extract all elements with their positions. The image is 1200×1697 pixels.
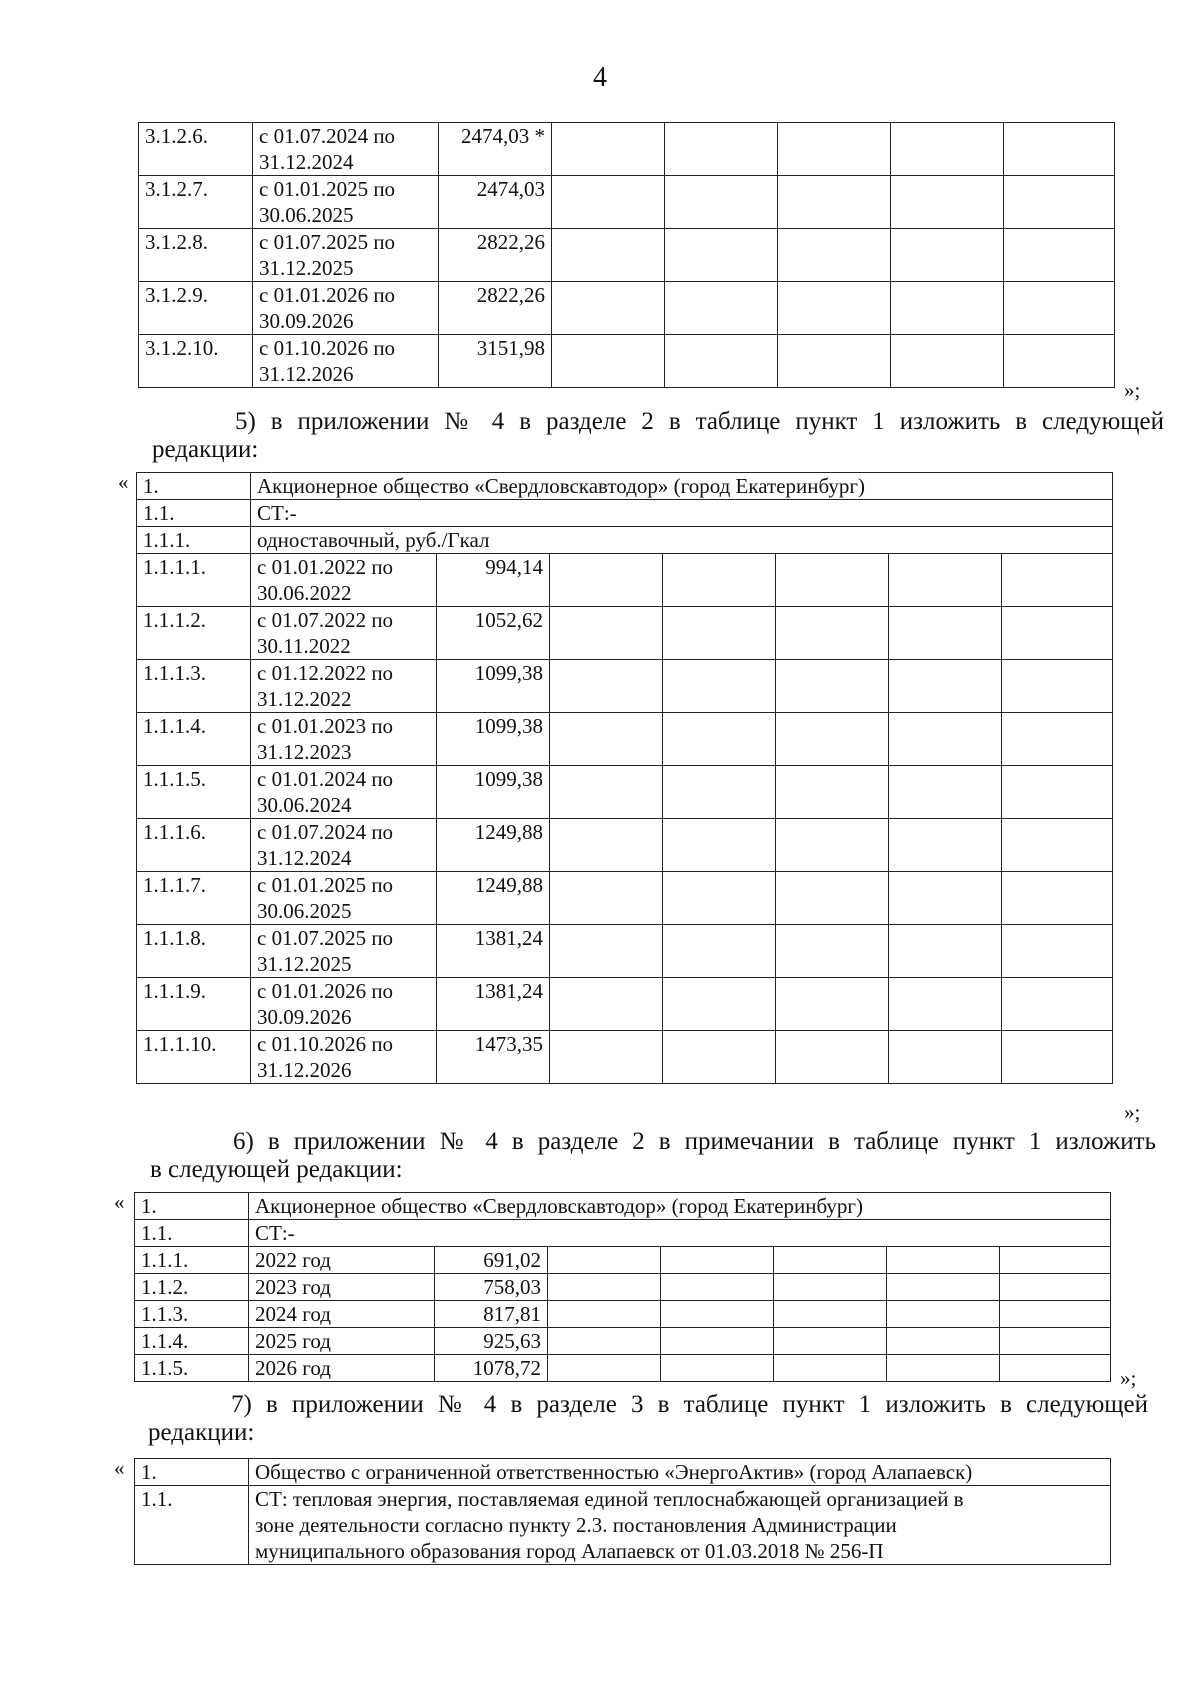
empty-cell xyxy=(776,1031,889,1084)
empty-cell xyxy=(550,766,663,819)
row-number: 1.1.1.10. xyxy=(137,1031,251,1084)
empty-cell xyxy=(1002,607,1113,660)
period-start: с 01.01.2026 по xyxy=(257,979,394,1003)
empty-cell xyxy=(774,1328,887,1355)
empty-cell xyxy=(552,176,665,229)
empty-cell xyxy=(552,335,665,388)
tariff-table-2-item-1 xyxy=(136,472,1113,1084)
table4-sub1-text xyxy=(249,1486,1111,1565)
row-period xyxy=(251,872,437,925)
empty-cell xyxy=(778,282,891,335)
row-period xyxy=(253,123,439,176)
paragraph-6-line1: 6) в приложении № 4 в разделе 2 в примечании в таблице пункт 1 изложить xyxy=(233,1128,1156,1155)
row-number: 1.1.5. xyxy=(135,1355,249,1382)
empty-cell xyxy=(663,713,776,766)
period-end: 30.06.2025 xyxy=(257,899,352,923)
empty-cell xyxy=(663,819,776,872)
period-start: с 01.01.2025 по xyxy=(259,177,396,201)
table2-header-row xyxy=(137,473,1113,500)
paragraph-6-line2: в следующей редакции: xyxy=(150,1156,403,1183)
empty-cell xyxy=(1004,176,1115,229)
empty-cell xyxy=(1004,229,1115,282)
empty-cell xyxy=(889,819,1002,872)
period-start: с 01.10.2026 по xyxy=(259,336,396,360)
empty-cell xyxy=(1000,1355,1111,1382)
empty-cell xyxy=(1004,123,1115,176)
row-value: 1099,38 xyxy=(437,766,550,819)
table3-header-text: Акционерное общество «Свердловскавтодор» (город Екатеринбург) xyxy=(249,1193,1111,1220)
empty-cell xyxy=(778,176,891,229)
table-row xyxy=(137,819,1113,872)
empty-cell xyxy=(889,554,1002,607)
empty-cell xyxy=(663,766,776,819)
period-start: с 01.01.2025 по xyxy=(257,873,394,897)
row-number: 1.1.1.9. xyxy=(137,978,251,1031)
empty-cell xyxy=(665,282,778,335)
table3-sub1-text: СТ:- xyxy=(249,1220,1111,1247)
period-start: с 01.12.2022 по xyxy=(257,661,394,685)
empty-cell xyxy=(1000,1301,1111,1328)
table-row xyxy=(135,1328,1111,1355)
row-period xyxy=(253,176,439,229)
empty-cell xyxy=(548,1301,661,1328)
empty-cell xyxy=(776,925,889,978)
empty-cell xyxy=(776,607,889,660)
empty-cell xyxy=(1002,872,1113,925)
row-value: 1099,38 xyxy=(437,713,550,766)
empty-cell xyxy=(776,554,889,607)
empty-cell xyxy=(661,1328,774,1355)
empty-cell xyxy=(1002,978,1113,1031)
row-number: 1.1.1.5. xyxy=(137,766,251,819)
period-start: с 01.07.2024 по xyxy=(257,820,394,844)
empty-cell xyxy=(552,282,665,335)
row-number: 1.1.1.6. xyxy=(137,819,251,872)
row-period xyxy=(251,766,437,819)
empty-cell xyxy=(1002,925,1113,978)
period-end: 31.12.2026 xyxy=(259,362,354,386)
table3-close-mark: »; xyxy=(1120,1366,1137,1390)
row-number: 3.1.2.9. xyxy=(139,282,253,335)
row-value: 1099,38 xyxy=(437,660,550,713)
empty-cell xyxy=(663,1031,776,1084)
table2-header-text: Акционерное общество «Свердловскавтодор» (город Екатеринбург) xyxy=(251,473,1113,500)
empty-cell xyxy=(661,1301,774,1328)
row-number: 1.1.1. xyxy=(135,1247,249,1274)
empty-cell xyxy=(891,229,1004,282)
empty-cell xyxy=(550,925,663,978)
empty-cell xyxy=(774,1247,887,1274)
empty-cell xyxy=(776,978,889,1031)
row-value: 1473,35 xyxy=(437,1031,550,1084)
row-year: 2024 год xyxy=(249,1301,435,1328)
row-number: 3.1.2.10. xyxy=(139,335,253,388)
empty-cell xyxy=(1004,335,1115,388)
tariff-table-3-item-1 xyxy=(134,1458,1111,1565)
row-period xyxy=(251,1031,437,1084)
row-number: 3.1.2.7. xyxy=(139,176,253,229)
paragraph-5-line2: редакции: xyxy=(152,436,259,463)
period-end: 31.12.2026 xyxy=(257,1058,352,1082)
table2-sub2-text: одноставочный, руб./Гкал xyxy=(251,527,1113,554)
empty-cell xyxy=(774,1355,887,1382)
table4-sub1-line2: зоне деятельности согласно пункту 2.3. постановления Администрации xyxy=(255,1513,897,1537)
empty-cell xyxy=(550,713,663,766)
empty-cell xyxy=(552,229,665,282)
empty-cell xyxy=(661,1355,774,1382)
row-value: 994,14 xyxy=(437,554,550,607)
empty-cell xyxy=(663,660,776,713)
period-end: 31.12.2024 xyxy=(257,846,352,870)
empty-cell xyxy=(1002,554,1113,607)
empty-cell xyxy=(548,1328,661,1355)
row-value: 2474,03 * xyxy=(439,123,552,176)
paragraph-5-line1: 5) в приложении № 4 в разделе 2 в таблице пункт 1 изложить в следующей xyxy=(235,408,1164,435)
table2-close-mark: »; xyxy=(1124,1100,1141,1124)
empty-cell xyxy=(550,554,663,607)
empty-cell xyxy=(776,766,889,819)
empty-cell xyxy=(661,1247,774,1274)
empty-cell xyxy=(1004,282,1115,335)
row-value: 925,63 xyxy=(435,1328,548,1355)
page-number: 4 xyxy=(593,62,607,93)
period-end: 30.09.2026 xyxy=(257,1005,352,1029)
table-row xyxy=(139,176,1115,229)
row-period xyxy=(251,713,437,766)
empty-cell xyxy=(889,607,1002,660)
tariff-table-3-1-2 xyxy=(138,122,1115,388)
row-value: 758,03 xyxy=(435,1274,548,1301)
period-start: с 01.01.2026 по xyxy=(259,283,396,307)
empty-cell xyxy=(889,925,1002,978)
empty-cell xyxy=(665,335,778,388)
row-value: 1078,72 xyxy=(435,1355,548,1382)
table-row xyxy=(139,282,1115,335)
row-period xyxy=(251,607,437,660)
period-end: 31.12.2023 xyxy=(257,740,352,764)
empty-cell xyxy=(891,123,1004,176)
empty-cell xyxy=(889,1031,1002,1084)
period-start: с 01.01.2023 по xyxy=(257,714,394,738)
table4-header-row xyxy=(135,1459,1111,1486)
row-value: 1381,24 xyxy=(437,978,550,1031)
empty-cell xyxy=(774,1301,887,1328)
period-end: 31.12.2022 xyxy=(257,687,352,711)
paragraph-6 xyxy=(150,1125,1156,1183)
period-start: с 01.07.2024 по xyxy=(259,124,396,148)
paragraph-7 xyxy=(148,1388,1148,1446)
table-row xyxy=(139,229,1115,282)
table4-sub1-line3: муниципального образования город Алапаевск от 01.03.2018 № 256-П xyxy=(255,1539,884,1563)
period-end: 31.12.2025 xyxy=(259,256,354,280)
row-year: 2026 год xyxy=(249,1355,435,1382)
empty-cell xyxy=(1002,766,1113,819)
empty-cell xyxy=(776,819,889,872)
row-number: 1.1.2. xyxy=(135,1274,249,1301)
table4-header-num: 1. xyxy=(135,1459,249,1486)
row-value: 817,81 xyxy=(435,1301,548,1328)
row-number: 3.1.2.6. xyxy=(139,123,253,176)
empty-cell xyxy=(665,176,778,229)
row-number: 1.1.1.7. xyxy=(137,872,251,925)
row-value: 1249,88 xyxy=(437,819,550,872)
table-row xyxy=(137,872,1113,925)
empty-cell xyxy=(663,554,776,607)
row-value: 1052,62 xyxy=(437,607,550,660)
row-year: 2022 год xyxy=(249,1247,435,1274)
period-end: 30.06.2022 xyxy=(257,581,352,605)
period-end: 31.12.2024 xyxy=(259,150,354,174)
table-row xyxy=(137,766,1113,819)
table-row xyxy=(137,554,1113,607)
row-period xyxy=(251,554,437,607)
empty-cell xyxy=(891,176,1004,229)
table3-header-num: 1. xyxy=(135,1193,249,1220)
table2-sub1-row xyxy=(137,500,1113,527)
row-year: 2023 год xyxy=(249,1274,435,1301)
period-end: 30.09.2026 xyxy=(259,309,354,333)
table2-open-mark: « xyxy=(118,470,129,494)
empty-cell xyxy=(550,1031,663,1084)
row-value: 2474,03 xyxy=(439,176,552,229)
empty-cell xyxy=(889,713,1002,766)
table-row xyxy=(137,713,1113,766)
row-value: 2822,26 xyxy=(439,282,552,335)
row-value: 1249,88 xyxy=(437,872,550,925)
table2-sub2-row xyxy=(137,527,1113,554)
row-period xyxy=(251,819,437,872)
empty-cell xyxy=(665,229,778,282)
table-row xyxy=(137,607,1113,660)
empty-cell xyxy=(663,978,776,1031)
table-row xyxy=(135,1301,1111,1328)
row-number: 1.1.1.8. xyxy=(137,925,251,978)
table1-close-mark: »; xyxy=(1124,378,1141,402)
empty-cell xyxy=(887,1301,1000,1328)
row-number: 1.1.1.4. xyxy=(137,713,251,766)
empty-cell xyxy=(778,123,891,176)
empty-cell xyxy=(661,1274,774,1301)
note-table-2-item-1 xyxy=(134,1192,1111,1382)
empty-cell xyxy=(889,766,1002,819)
period-start: с 01.07.2022 по xyxy=(257,608,394,632)
period-end: 30.11.2022 xyxy=(257,634,351,658)
table-row xyxy=(137,1031,1113,1084)
empty-cell xyxy=(776,872,889,925)
table3-header-row xyxy=(135,1193,1111,1220)
period-end: 31.12.2025 xyxy=(257,952,352,976)
period-end: 30.06.2024 xyxy=(257,793,352,817)
table2-header-num: 1. xyxy=(137,473,251,500)
table-row xyxy=(137,925,1113,978)
empty-cell xyxy=(889,872,1002,925)
row-value: 2822,26 xyxy=(439,229,552,282)
row-period xyxy=(251,660,437,713)
paragraph-7-line1: 7) в приложении № 4 в разделе 3 в таблице пункт 1 изложить в следующей xyxy=(231,1391,1148,1418)
row-value: 3151,98 xyxy=(439,335,552,388)
empty-cell xyxy=(1002,1031,1113,1084)
period-end: 30.06.2025 xyxy=(259,203,354,227)
table3-open-mark: « xyxy=(114,1190,125,1214)
row-value: 1381,24 xyxy=(437,925,550,978)
row-period xyxy=(251,925,437,978)
empty-cell xyxy=(552,123,665,176)
empty-cell xyxy=(1002,713,1113,766)
row-number: 1.1.1.1. xyxy=(137,554,251,607)
table3-sub1-row xyxy=(135,1220,1111,1247)
table2-sub2-num: 1.1.1. xyxy=(137,527,251,554)
row-value: 691,02 xyxy=(435,1247,548,1274)
empty-cell xyxy=(1002,660,1113,713)
empty-cell xyxy=(776,660,889,713)
table4-open-mark: « xyxy=(114,1456,125,1480)
empty-cell xyxy=(550,872,663,925)
table4-sub1-row xyxy=(135,1486,1111,1565)
empty-cell xyxy=(891,335,1004,388)
empty-cell xyxy=(887,1247,1000,1274)
empty-cell xyxy=(889,978,1002,1031)
table4-sub1-num: 1.1. xyxy=(135,1486,249,1565)
row-number: 1.1.1.3. xyxy=(137,660,251,713)
table-row xyxy=(135,1247,1111,1274)
empty-cell xyxy=(663,872,776,925)
row-number: 1.1.1.2. xyxy=(137,607,251,660)
empty-cell xyxy=(550,978,663,1031)
empty-cell xyxy=(778,335,891,388)
empty-cell xyxy=(889,660,1002,713)
row-number: 3.1.2.8. xyxy=(139,229,253,282)
period-start: с 01.07.2025 по xyxy=(259,230,396,254)
table-row xyxy=(137,978,1113,1031)
table2-sub1-text: СТ:- xyxy=(251,500,1113,527)
table2-sub1-num: 1.1. xyxy=(137,500,251,527)
period-start: с 01.10.2026 по xyxy=(257,1032,394,1056)
empty-cell xyxy=(663,925,776,978)
empty-cell xyxy=(550,660,663,713)
row-number: 1.1.3. xyxy=(135,1301,249,1328)
period-start: с 01.01.2022 по xyxy=(257,555,394,579)
empty-cell xyxy=(1000,1247,1111,1274)
empty-cell xyxy=(548,1274,661,1301)
table3-sub1-num: 1.1. xyxy=(135,1220,249,1247)
table-row xyxy=(135,1355,1111,1382)
empty-cell xyxy=(665,123,778,176)
empty-cell xyxy=(663,607,776,660)
empty-cell xyxy=(550,607,663,660)
empty-cell xyxy=(887,1328,1000,1355)
period-start: с 01.07.2025 по xyxy=(257,926,394,950)
row-period xyxy=(251,978,437,1031)
row-number: 1.1.4. xyxy=(135,1328,249,1355)
table4-header-text: Общество с ограниченной ответственностью «ЭнергоАктив» (город Алапаевск) xyxy=(249,1459,1111,1486)
empty-cell xyxy=(774,1274,887,1301)
table-row xyxy=(139,123,1115,176)
table4-sub1-line1: СТ: тепловая энергия, поставляемая единой теплоснабжающей организацией в xyxy=(255,1487,964,1511)
empty-cell xyxy=(891,282,1004,335)
table-row xyxy=(137,660,1113,713)
table-row xyxy=(139,335,1115,388)
empty-cell xyxy=(548,1247,661,1274)
empty-cell xyxy=(1000,1328,1111,1355)
empty-cell xyxy=(1000,1274,1111,1301)
empty-cell xyxy=(548,1355,661,1382)
empty-cell xyxy=(550,819,663,872)
empty-cell xyxy=(778,229,891,282)
table-row xyxy=(135,1274,1111,1301)
paragraph-5 xyxy=(152,405,1164,463)
empty-cell xyxy=(887,1274,1000,1301)
paragraph-7-line2: редакции: xyxy=(148,1419,255,1446)
period-start: с 01.01.2024 по xyxy=(257,767,394,791)
empty-cell xyxy=(1002,819,1113,872)
row-period xyxy=(253,229,439,282)
row-period xyxy=(253,335,439,388)
empty-cell xyxy=(887,1355,1000,1382)
row-period xyxy=(253,282,439,335)
row-year: 2025 год xyxy=(249,1328,435,1355)
empty-cell xyxy=(776,713,889,766)
